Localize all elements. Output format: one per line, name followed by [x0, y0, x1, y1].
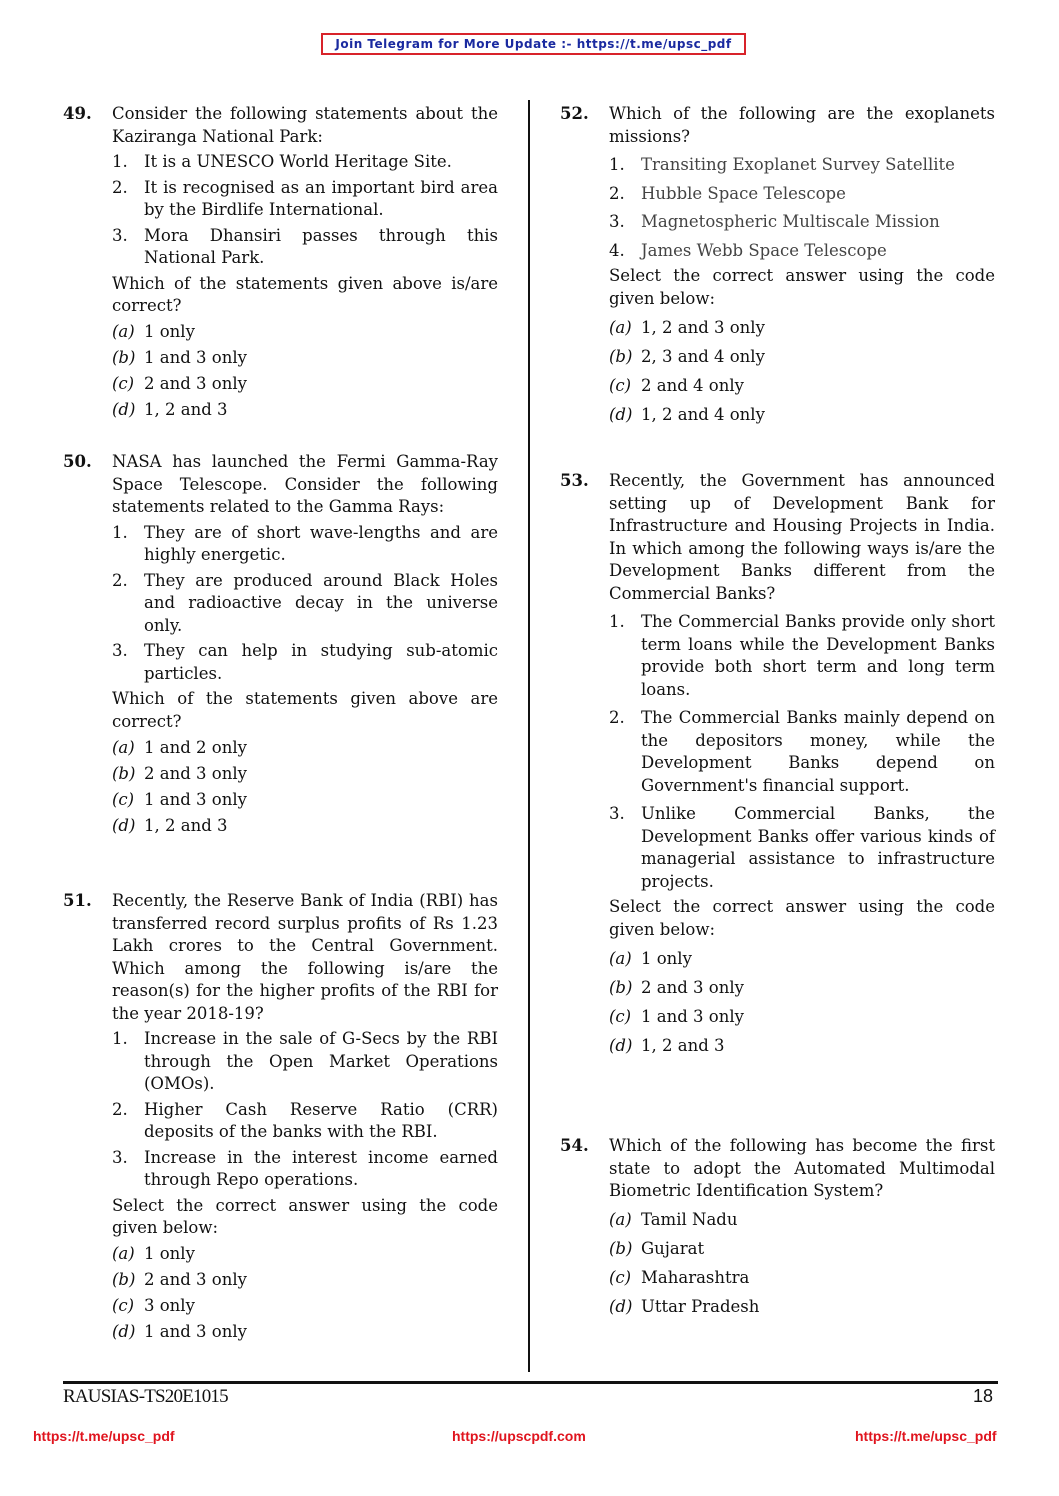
statement-item	[112, 570, 498, 638]
statement-text: James Webb Space Telescope	[641, 240, 887, 260]
statement-number: 3.	[609, 804, 625, 823]
option-label: (a)	[609, 1210, 632, 1229]
question-number: 49.	[63, 104, 92, 123]
footer-link-right[interactable]: https://t.me/upsc_pdf	[855, 1428, 997, 1444]
answer-option[interactable]	[112, 1269, 498, 1292]
question-prompt: Select the correct answer using the code given below:	[609, 266, 995, 308]
option-text: Gujarat	[641, 1239, 705, 1258]
statement-item	[112, 1028, 498, 1096]
statement-text: It is a UNESCO World Heritage Site.	[144, 152, 452, 171]
statement-text: They are of short wave-lengths and are highly energetic.	[144, 522, 498, 564]
question-number: 50.	[63, 452, 92, 471]
option-text: 2 and 4 only	[641, 375, 744, 395]
option-label: (c)	[609, 1006, 632, 1026]
statement-text: Transiting Exoplanet Survey Satellite	[641, 155, 955, 174]
option-label: (a)	[609, 948, 632, 968]
option-text: Tamil Nadu	[641, 1210, 738, 1229]
question-number: 51.	[63, 891, 92, 910]
option-label: (d)	[112, 1322, 136, 1341]
statement-number: 2.	[609, 708, 625, 727]
statement-number: 1.	[609, 155, 625, 174]
answer-option[interactable]	[112, 763, 498, 786]
option-label: (b)	[112, 348, 136, 367]
answer-option[interactable]	[112, 321, 498, 344]
statement-item	[112, 151, 498, 174]
answer-option[interactable]	[609, 404, 995, 427]
option-text: 1, 2 and 3 only	[641, 317, 765, 337]
answer-option[interactable]	[609, 375, 995, 398]
page-number: 18	[972, 1386, 993, 1406]
answer-option[interactable]	[112, 1321, 498, 1344]
statement-item	[609, 707, 995, 797]
option-text: 3 only	[144, 1296, 195, 1315]
option-text: 1 only	[144, 1244, 195, 1263]
option-label: (b)	[609, 1239, 633, 1258]
option-label: (c)	[112, 374, 135, 393]
question-51	[63, 890, 498, 1344]
question-number: 54.	[560, 1136, 589, 1155]
footer-link-center[interactable]: https://upscpdf.com	[452, 1428, 586, 1444]
statement-item	[112, 177, 498, 222]
option-text: Uttar Pradesh	[641, 1297, 760, 1316]
answer-option[interactable]	[609, 1035, 995, 1058]
answer-option[interactable]	[112, 1243, 498, 1266]
statement-number: 2.	[112, 1099, 128, 1119]
option-label: (b)	[609, 346, 633, 366]
question-50	[63, 451, 498, 837]
option-label: (d)	[112, 815, 136, 835]
answer-option[interactable]	[112, 737, 498, 760]
statement-item	[112, 225, 498, 270]
question-stem: Recently, the Government has announced setting up of Development Bank for Infrastructure and Housing Projects in India. In which among the following ways is/are the Development Banks different from the Commercial Banks?	[609, 471, 995, 603]
option-text: 2 and 3 only	[144, 763, 247, 783]
answer-option[interactable]	[112, 399, 498, 422]
option-text: 2 and 3 only	[641, 977, 744, 997]
option-text: 1 and 3 only	[144, 1322, 247, 1341]
question-49	[63, 103, 498, 422]
statement-number: 1.	[112, 1029, 128, 1048]
option-text: 1 and 3 only	[641, 1006, 744, 1026]
answer-option[interactable]	[609, 1006, 995, 1029]
question-53	[560, 470, 995, 1057]
answer-option[interactable]	[609, 948, 995, 971]
statement-number: 2.	[112, 570, 128, 590]
statement-item	[609, 803, 995, 893]
statement-text: They can help in studying sub-atomic particles.	[144, 641, 498, 683]
option-text: 1, 2 and 3	[641, 1035, 725, 1055]
option-text: 2, 3 and 4 only	[641, 346, 765, 366]
option-text: 1 only	[641, 948, 692, 968]
answer-option[interactable]	[609, 317, 995, 340]
answer-option[interactable]	[112, 373, 498, 396]
column-divider	[528, 100, 530, 1372]
statement-text: Unlike Commercial Banks, the Development Banks offer various kinds of managerial assistance to infrastructure projects.	[641, 804, 995, 891]
question-body	[609, 470, 995, 1057]
option-label: (b)	[112, 763, 136, 783]
question-prompt: Which of the statements given above are correct?	[112, 689, 498, 731]
question-body	[112, 103, 498, 422]
option-text: 1 and 3 only	[144, 348, 247, 367]
question-number: 53.	[560, 471, 589, 490]
statement-text: Higher Cash Reserve Ratio (CRR) deposits of the banks with the RBI.	[144, 1099, 498, 1141]
option-text: 1 and 2 only	[144, 737, 247, 757]
option-label: (a)	[609, 317, 632, 337]
answer-option[interactable]	[609, 1209, 995, 1232]
question-52	[560, 103, 995, 426]
question-stem: NASA has launched the Fermi Gamma-Ray Space Telescope. Consider the following statements related to the Gamma Rays:	[112, 452, 498, 516]
option-label: (d)	[609, 1035, 633, 1055]
statement-item	[609, 183, 995, 206]
statement-text: Magnetospheric Multiscale Mission	[641, 212, 940, 231]
telegram-banner[interactable]: Join Telegram for More Update :- https://t.me/upsc_pdf	[321, 33, 746, 55]
answer-option[interactable]	[112, 789, 498, 812]
option-label: (c)	[112, 1296, 135, 1315]
statement-text: Increase in the sale of G-Secs by the RBI through the Open Market Operations (OMOs).	[144, 1029, 498, 1093]
footer-rule	[63, 1381, 998, 1384]
statement-item	[609, 211, 995, 234]
option-label: (c)	[609, 375, 632, 395]
option-label: (c)	[609, 1268, 632, 1287]
option-text: 2 and 3 only	[144, 374, 247, 393]
question-prompt: Select the correct answer using the code given below:	[112, 1195, 498, 1237]
question-stem: Which of the following has become the first state to adopt the Automated Multimodal Biometric Identification System?	[609, 1136, 995, 1200]
answer-option[interactable]	[112, 1295, 498, 1318]
answer-option[interactable]	[609, 977, 995, 1000]
statement-number: 4.	[609, 240, 625, 260]
option-text: 1, 2 and 4 only	[641, 404, 765, 424]
option-text: 1 and 3 only	[144, 789, 247, 809]
question-prompt: Select the correct answer using the code given below:	[609, 897, 995, 939]
question-prompt: Which of the statements given above is/are correct?	[112, 273, 498, 315]
option-text: 1, 2 and 3	[144, 400, 228, 419]
statement-text: Hubble Space Telescope	[641, 183, 846, 203]
answer-option[interactable]	[609, 1296, 995, 1319]
statement-item	[609, 611, 995, 701]
statement-item	[112, 1099, 498, 1144]
question-body	[609, 1135, 995, 1319]
option-label: (c)	[112, 789, 135, 809]
question-number: 52.	[560, 104, 589, 123]
statement-item	[112, 522, 498, 567]
statement-item	[112, 1147, 498, 1192]
option-label: (a)	[112, 322, 135, 341]
statement-number: 3.	[112, 1147, 128, 1167]
answer-option[interactable]	[112, 815, 498, 838]
statement-item	[609, 240, 995, 263]
paper-code: RAUSIAS-TS20E1015	[63, 1386, 228, 1407]
answer-option[interactable]	[609, 1238, 995, 1261]
statement-text: Increase in the interest income earned through Repo operations.	[144, 1147, 498, 1189]
statement-item	[609, 154, 995, 177]
statement-text: It is recognised as an important bird area by the Birdlife International.	[144, 177, 498, 219]
question-stem: Which of the following are the exoplanets missions?	[609, 104, 995, 146]
statement-text: They are produced around Black Holes and radioactive decay in the universe only.	[144, 570, 498, 635]
statement-number: 1.	[609, 612, 625, 631]
option-text: 1 only	[144, 322, 195, 341]
question-stem: Consider the following statements about the Kaziranga National Park:	[112, 104, 498, 146]
statement-text: The Commercial Banks provide only short term loans while the Development Banks provide both short term and long term loans.	[641, 612, 995, 699]
footer-link-left[interactable]: https://t.me/upsc_pdf	[33, 1428, 175, 1444]
option-label: (d)	[609, 1297, 633, 1316]
option-label: (b)	[112, 1270, 136, 1289]
statement-number: 2.	[112, 177, 128, 197]
option-text: Maharashtra	[641, 1268, 750, 1287]
option-label: (b)	[609, 977, 633, 997]
statement-text: Mora Dhansiri passes through this National Park.	[144, 225, 498, 267]
statement-item	[112, 640, 498, 685]
question-stem: Recently, the Reserve Bank of India (RBI) has transferred record surplus profits of Rs 1.23 Lakh crores to the Central Government. Which among the following is/are the reason(s) for the higher profits of the RBI for the year 2018-19?	[112, 891, 498, 1023]
statement-number: 1.	[112, 152, 128, 171]
statement-number: 3.	[112, 225, 128, 245]
statement-number: 2.	[609, 183, 625, 203]
option-label: (d)	[609, 404, 633, 424]
option-text: 2 and 3 only	[144, 1270, 247, 1289]
question-body	[112, 451, 498, 837]
option-label: (a)	[112, 1244, 135, 1263]
option-label: (d)	[112, 400, 136, 419]
question-54	[560, 1135, 995, 1319]
option-label: (a)	[112, 737, 135, 757]
answer-option[interactable]	[609, 346, 995, 369]
question-body	[112, 890, 498, 1344]
statement-number: 3.	[112, 641, 128, 660]
statement-number: 1.	[112, 522, 128, 542]
statement-number: 3.	[609, 212, 625, 231]
option-text: 1, 2 and 3	[144, 815, 228, 835]
statement-text: The Commercial Banks mainly depend on the depositors money, while the Development Banks depend on Government's financial support.	[641, 708, 995, 795]
question-body	[609, 103, 995, 426]
answer-option[interactable]	[112, 347, 498, 370]
answer-option[interactable]	[609, 1267, 995, 1290]
